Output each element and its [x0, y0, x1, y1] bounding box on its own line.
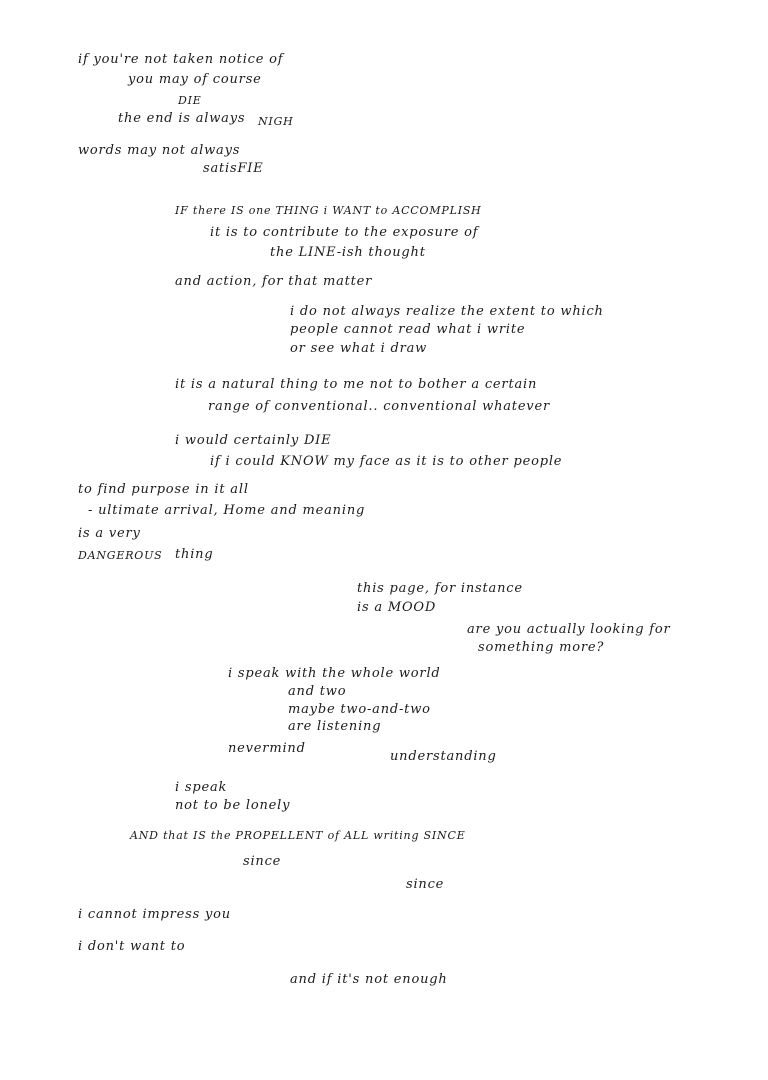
text-line: are listening [288, 719, 382, 734]
text-line: is a MOOD [357, 600, 437, 615]
text-line: people cannot read what i write [290, 322, 526, 337]
text-line: i don't want to [78, 939, 186, 954]
text-line: nevermind [228, 741, 306, 756]
text-line: and action, for that matter [175, 274, 373, 289]
text-line: - ultimate arrival, Home and meaning [88, 503, 366, 518]
text-line: since [243, 854, 282, 869]
text-line: not to be lonely [175, 798, 291, 813]
text-line: i speak [175, 780, 228, 795]
text-line: and two [288, 684, 347, 699]
text-line: i speak with the whole world [228, 666, 441, 681]
text-line: if you're not taken notice of [78, 52, 284, 67]
text-line: IF there IS one THING i WANT to ACCOMPLISH [175, 204, 482, 217]
text-line: it is to contribute to the exposure of [210, 225, 479, 240]
text-line: if i could KNOW my face as it is to other people [210, 454, 563, 469]
text-line: it is a natural thing to me not to bother a certain [175, 377, 538, 392]
text-line: AND that IS the PROPELLENT of ALL writing SINCE [130, 829, 466, 842]
text-line: the end is always [118, 111, 246, 126]
text-line: DIE [178, 94, 202, 107]
text-line: i would certainly DIE [175, 433, 332, 448]
text-line: understanding [390, 749, 497, 764]
text-line: to find purpose in it all [78, 482, 249, 497]
text-line: you may of course [128, 72, 262, 87]
text-line: is a very [78, 526, 141, 541]
text-line: thing [175, 547, 214, 562]
text-line: NIGH [258, 115, 294, 128]
text-line: this page, for instance [357, 581, 523, 596]
text-line: range of conventional.. conventional whatever [208, 399, 550, 414]
text-line: words may not always [78, 143, 241, 158]
text-line: since [406, 877, 445, 892]
text-line: i cannot impress you [78, 907, 231, 922]
text-line: DANGEROUS [78, 549, 163, 562]
text-line: the LINE-ish thought [270, 245, 426, 260]
text-line: and if it's not enough [290, 972, 448, 987]
text-line: something more? [478, 640, 605, 655]
text-line: are you actually looking for [467, 622, 671, 637]
text-line: satisFIE [203, 161, 264, 176]
text-line: i do not always realize the extent to which [290, 304, 604, 319]
text-line: maybe two-and-two [288, 702, 431, 717]
text-line: or see what i draw [290, 341, 428, 356]
